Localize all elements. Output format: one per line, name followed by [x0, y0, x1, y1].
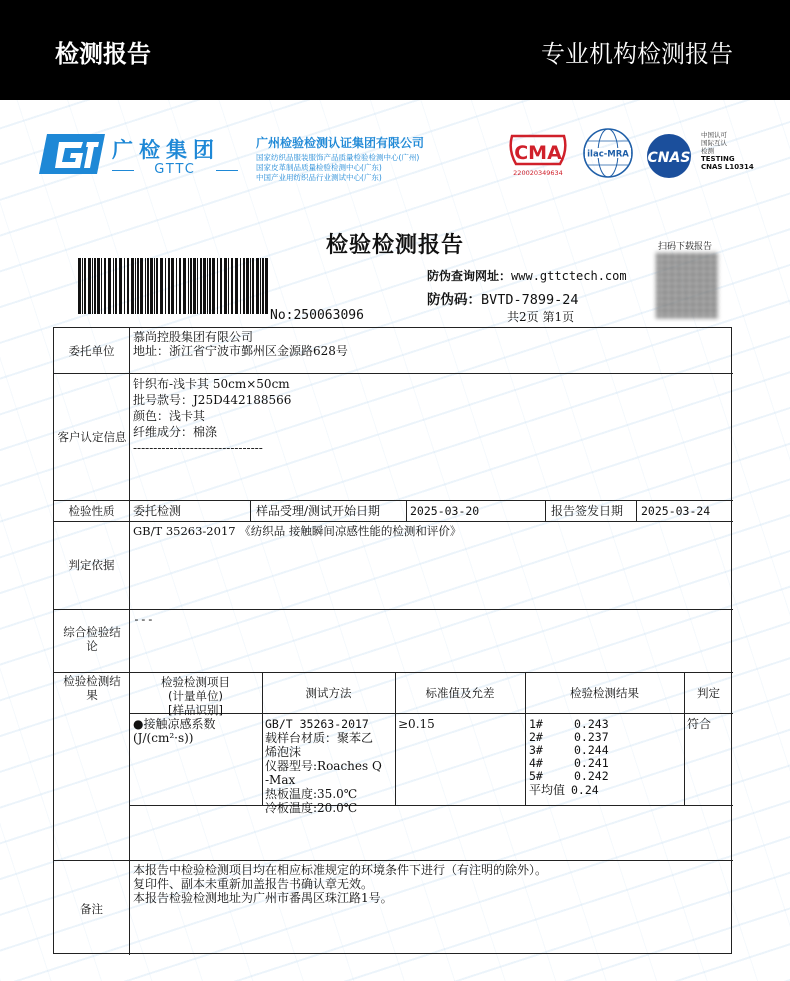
- remark-line-3: 本报告检验检测地址为广州市番禺区珠江路1号。: [133, 891, 393, 905]
- result-value-4: 0.241: [574, 756, 609, 770]
- barcode-bar: [260, 258, 261, 314]
- anti-url-link[interactable]: www.gttctech.com: [511, 269, 627, 283]
- client-label: 委托单位: [68, 344, 115, 358]
- organization-sub-2: 国家皮革制品质量检验检测中心(广东): [256, 163, 382, 172]
- barcode-bar: [212, 258, 215, 314]
- issue-date-value: 2025-03-24: [641, 504, 711, 518]
- anti-counterfeit-code: [427, 288, 579, 308]
- barcode-bar: [231, 258, 233, 314]
- barcode-bar: [197, 258, 198, 314]
- ilac-text: ilac-MRA: [587, 149, 629, 160]
- banner-left-title: 检测报告: [55, 40, 151, 68]
- organization-info: [256, 134, 424, 183]
- barcode-bar: [78, 258, 81, 314]
- anti-code-label: 防伪码：: [427, 292, 481, 308]
- result-item-unit: (J/(cm²·s)): [133, 731, 194, 745]
- barcode-bar: [145, 258, 146, 314]
- organization-sub-3: 中国产业用纺织品行业测试中心(广东): [256, 173, 382, 182]
- barcode-bar: [113, 258, 114, 314]
- organization-sub-1: 国家纺织品服装服饰产品质量检验检测中心(广州): [256, 153, 420, 162]
- barcode-icon: [78, 258, 268, 314]
- remarks-label: 备注: [80, 902, 103, 916]
- header-result: 检验检测结果: [570, 686, 639, 700]
- sample-line-2: 批号款号：J25D442188566: [133, 393, 292, 407]
- barcode-bar: [127, 258, 129, 314]
- barcode-bar: [97, 258, 100, 314]
- barcode-bar: [131, 258, 134, 314]
- nature-value: 委托检测: [133, 504, 182, 518]
- result-id-4: 4#: [529, 756, 543, 770]
- header-item-line-1: 检验检测项目: [161, 675, 230, 689]
- barcode-bar: [176, 258, 177, 314]
- anti-url-label: 防伪查询网址：: [427, 269, 512, 283]
- barcode-bar: [193, 258, 196, 314]
- sample-line-5: --------------------------------: [133, 441, 263, 455]
- conclusion-label: 综合检验结论: [63, 625, 121, 653]
- gttc-logo-icon: [37, 132, 107, 176]
- result-item-name: ●接触凉感系数: [133, 717, 216, 731]
- cnas-line-3: 检测: [701, 147, 714, 155]
- barcode-bar: [188, 258, 189, 314]
- method-line-4: 仪器型号:Roaches Q: [265, 759, 382, 773]
- qr-code-icon[interactable]: [656, 252, 718, 318]
- issue-date-label: 报告签发日期: [551, 504, 624, 518]
- barcode-bar: [207, 258, 208, 314]
- barcode-bar: [171, 258, 174, 314]
- judgement-value: 符合: [687, 717, 712, 731]
- barcode-bar: [220, 258, 222, 314]
- barcode-bar: [183, 258, 186, 314]
- barcode-bar: [256, 258, 259, 314]
- top-banner: [0, 0, 790, 100]
- header-item: [129, 675, 262, 717]
- barcode-bar: [250, 258, 251, 314]
- barcode-bar: [135, 258, 136, 314]
- barcode-bar: [150, 258, 153, 314]
- anti-counterfeit-url: [427, 267, 627, 284]
- barcode-bar: [209, 258, 211, 314]
- cnas-line-2: 国际互认: [701, 139, 727, 147]
- report-number: No:250063096: [270, 308, 364, 323]
- method-line-1: GB/T 35263-2017: [265, 717, 369, 731]
- barcode-bar: [246, 258, 249, 314]
- client-address: 地址：浙江省宁波市鄞州区金源路628号: [133, 344, 348, 358]
- basis-value: GB/T 35263-2017 《纺织品 接触瞬间凉感性能的检测和评价》: [133, 524, 462, 538]
- barcode-bar: [108, 258, 111, 314]
- average-value: 0.24: [571, 783, 599, 797]
- method-line-6: 热板温度:35.0℃: [265, 787, 358, 801]
- page-count: 共2页 第1页: [507, 310, 575, 324]
- sample-line-4: 纤维成分：棉涤: [133, 425, 218, 439]
- barcode-bar: [124, 258, 125, 314]
- nature-label: 检验性质: [68, 504, 115, 518]
- anti-code-value: BVTD-7899-24: [481, 292, 579, 308]
- logo-chinese-name: 广检集团: [112, 138, 220, 162]
- client-name: 慕尚控股集团有限公司: [133, 330, 254, 344]
- report-form-table: [53, 327, 732, 954]
- header-item-line-2: (计量单位): [168, 689, 223, 703]
- barcode-bar: [160, 258, 163, 314]
- average-label: 平均值: [529, 783, 566, 797]
- barcode-bar: [243, 258, 245, 314]
- ilac-mra-icon: [582, 127, 634, 179]
- barcode-bar: [165, 258, 166, 314]
- barcode-bar: [228, 258, 229, 314]
- header-standard: 标准值及允差: [425, 686, 495, 700]
- barcode-bar: [168, 258, 170, 314]
- cma-seal-icon: [506, 130, 570, 180]
- barcode-bar: [252, 258, 254, 314]
- barcode-bar: [262, 258, 264, 314]
- barcode-bar: [94, 258, 96, 314]
- result-value-2: 0.237: [574, 730, 609, 744]
- results-label: 检验检测结果: [63, 674, 121, 702]
- result-value-3: 0.244: [574, 743, 609, 757]
- banner-right-title: 专业机构检测报告: [541, 40, 733, 68]
- barcode-bar: [82, 258, 83, 314]
- barcode-bar: [240, 258, 241, 314]
- barcode-bar: [190, 258, 192, 314]
- barcode-bar: [265, 258, 268, 314]
- barcode-bar: [156, 258, 158, 314]
- cnas-logo-icon: [639, 132, 699, 180]
- method-line-3: 烯泡沫: [265, 745, 302, 759]
- barcode-bar: [115, 258, 117, 314]
- result-id-2: 2#: [529, 730, 543, 744]
- received-date-value: 2025-03-20: [410, 504, 480, 518]
- header-method: 测试方法: [305, 686, 352, 700]
- method-line-5: -Max: [265, 773, 296, 787]
- received-date-label: 样品受理/测试开始日期: [256, 504, 381, 518]
- cnas-line-1: 中国认可: [701, 131, 727, 139]
- method-line-7: 冷板温度:20.0℃: [265, 801, 358, 815]
- cnas-logo-text: CNAS: [647, 150, 691, 166]
- header-judgement: 判定: [697, 686, 720, 700]
- sample-line-3: 颜色：浅卡其: [133, 409, 206, 423]
- report-title: 检验检测报告: [325, 233, 464, 258]
- barcode-bar: [119, 258, 122, 314]
- organization-name: 广州检验检测认证集团有限公司: [256, 136, 425, 150]
- cnas-line-4: TESTING: [701, 155, 735, 163]
- result-id-3: 3#: [529, 743, 543, 757]
- result-value-5: 0.242: [574, 769, 609, 783]
- barcode-bar: [200, 258, 202, 314]
- method-line-2: 载样台材质：聚苯乙: [265, 731, 374, 745]
- cnas-info: [701, 131, 754, 171]
- result-value-1: 0.243: [574, 717, 609, 731]
- logo-english-name: GTTC: [112, 162, 238, 177]
- barcode-bar: [147, 258, 149, 314]
- barcode-bar: [101, 258, 102, 314]
- barcode-bar: [88, 258, 91, 314]
- remark-line-2: 复印件、副本未重新加盖报告书确认章无效。: [133, 877, 374, 891]
- barcode-bar: [84, 258, 86, 314]
- barcode-bar: [179, 258, 181, 314]
- barcode-bar: [137, 258, 139, 314]
- barcode-bar: [104, 258, 106, 314]
- remark-line-1: 本报告中检验检测项目均在相应标准规定的环境条件下进行（有注明的除外）。: [133, 863, 548, 877]
- barcode-bar: [154, 258, 155, 314]
- barcode-bar: [235, 258, 238, 314]
- barcode-bar: [217, 258, 218, 314]
- scan-download-label: 扫码下载报告: [658, 242, 713, 252]
- result-id-5: 5#: [529, 769, 543, 783]
- barcode-bar: [224, 258, 227, 314]
- svg-text:CMA: CMA: [514, 142, 562, 164]
- header-item-line-3: [样品识别]: [168, 703, 223, 717]
- cnas-line-5: CNAS L10314: [701, 163, 754, 171]
- standard-value: ≥0.15: [398, 717, 435, 731]
- basis-label: 判定依据: [68, 558, 115, 572]
- barcode-bar: [92, 258, 93, 314]
- conclusion-value: ---: [133, 612, 154, 626]
- sample-line-1: 针织布-浅卡其 50cm×50cm: [133, 377, 290, 391]
- barcode-bar: [140, 258, 143, 314]
- cma-number: 220020349634: [513, 169, 563, 177]
- report-document: [0, 100, 790, 981]
- sample-info-label: 客户认定信息: [57, 430, 127, 444]
- barcode-bar: [203, 258, 206, 314]
- result-id-1: 1#: [529, 717, 543, 731]
